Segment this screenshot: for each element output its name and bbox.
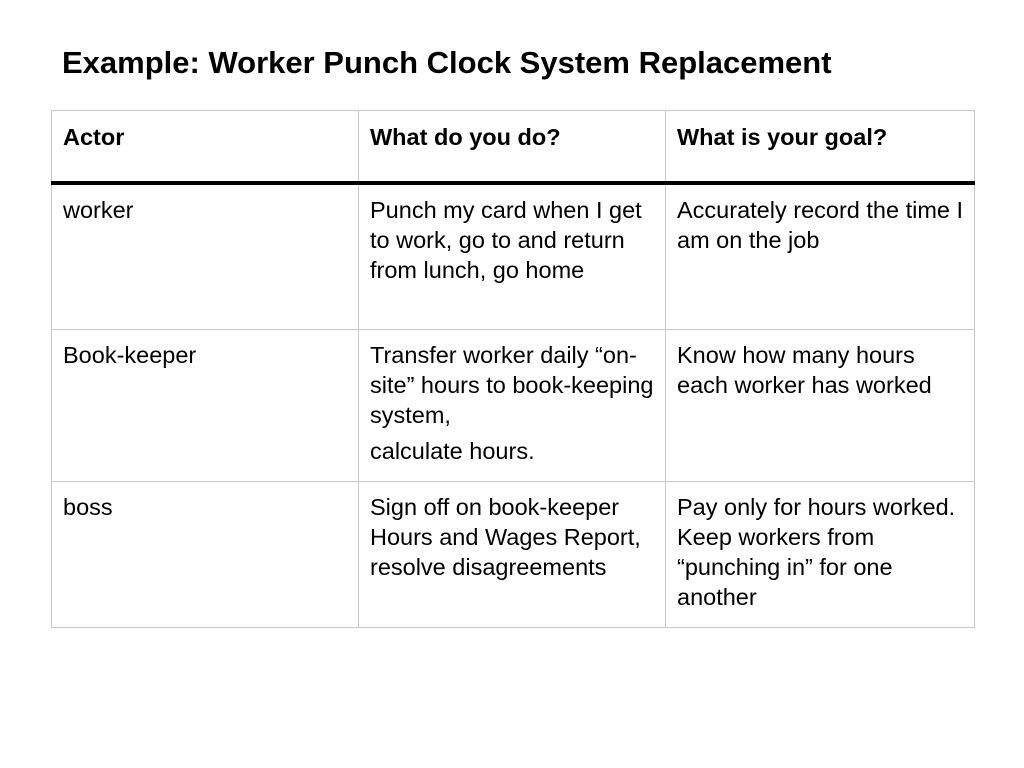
table-header-row [52,111,975,184]
action-cell: Sign off on book-keeper Hours and Wages Report, resolve disagreements [359,482,666,628]
action-text: Transfer worker daily “on-site” hours to book-keeping system, [370,342,654,428]
goal-cell: Accurately record the time I am on the job [666,183,975,330]
goal-cell: Know how many hours each worker has worked [666,330,975,482]
action-cell [359,330,666,482]
column-header-what-do-you-do: What do you do? [359,111,666,184]
goal-cell: Pay only for hours worked. Keep workers from “punching in” for one another [666,482,975,628]
actor-cell: boss [52,482,359,628]
actor-goal-table [51,110,975,628]
slide-title: Example: Worker Punch Clock System Replacement [62,45,832,80]
column-header-actor: Actor [52,111,359,184]
action-cell: Punch my card when I get to work, go to and return from lunch, go home [359,183,666,330]
actor-cell: Book-keeper [52,330,359,482]
table-row [52,183,975,330]
action-text-continued: calculate hours. [370,438,535,464]
actor-cell: worker [52,183,359,330]
column-header-what-is-your-goal: What is your goal? [666,111,975,184]
table-row [52,330,975,482]
table-row [52,482,975,628]
